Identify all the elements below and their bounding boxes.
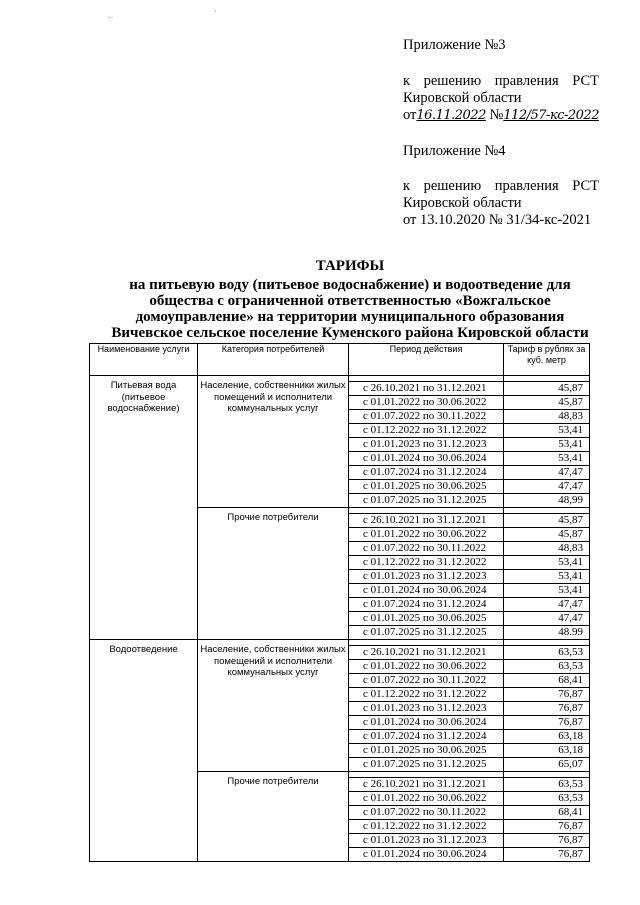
category-cell: Прочие потребители xyxy=(198,772,349,862)
period-cell: с 01.01.2025 по 30.06.2025 xyxy=(349,744,504,758)
category-cell: Население, собственники жилых помещений и исполнители коммунальных услуг xyxy=(198,640,349,772)
header-category: Категория потребителей xyxy=(198,344,349,376)
period-cell: с 01.07.2022 по 30.11.2022 xyxy=(349,806,504,820)
tariff-cell: 47,47 xyxy=(504,598,590,612)
tariff-cell: 45,87 xyxy=(504,396,590,410)
tariff-cell: 63,18 xyxy=(504,730,590,744)
tariff-cell: 63,53 xyxy=(504,792,590,806)
tariff-cell: 47,47 xyxy=(504,466,590,480)
period-cell: с 01.07.2024 по 31.12.2024 xyxy=(349,598,504,612)
appendix4-line2: Кировской области xyxy=(403,195,522,211)
period-cell: с 01.01.2025 по 30.06.2025 xyxy=(349,612,504,626)
tariff-table xyxy=(89,343,590,862)
tariff-cell: 48,83 xyxy=(504,410,590,424)
dot-mark: · xyxy=(214,6,217,16)
period-cell: с 01.01.2022 по 30.06.2022 xyxy=(349,660,504,674)
appendix4-line1: к решению правления РСТ xyxy=(403,178,599,194)
tariff-cell: 53,41 xyxy=(504,424,590,438)
tariff-cell: 53,41 xyxy=(504,452,590,466)
appendix3-line2: Кировской области xyxy=(403,90,522,106)
appendix3-date-line xyxy=(403,107,599,124)
header-period: Период действия xyxy=(349,344,504,376)
tariff-cell: 63,53 xyxy=(504,660,590,674)
appendix4-line3: от 13.10.2020 № 31/34-кс-2021 xyxy=(403,212,592,228)
tariff-cell: 48,83 xyxy=(504,542,590,556)
service-cell: Водоотведение xyxy=(90,640,198,862)
tariff-cell: 53,41 xyxy=(504,570,590,584)
period-cell: с 01.07.2022 по 30.11.2022 xyxy=(349,674,504,688)
period-cell: с 01.12.2022 по 31.12.2022 xyxy=(349,424,504,438)
tariff-cell: 53,41 xyxy=(504,438,590,452)
appendix3-prefix: от xyxy=(403,107,417,123)
header-tariff: Тариф в рублях за куб. метр xyxy=(504,344,590,376)
period-cell: с 01.07.2025 по 31.12.2025 xyxy=(349,494,504,508)
tariff-cell: 68,41 xyxy=(504,806,590,820)
title-line-3: домоуправление» на территории муниципального образования xyxy=(135,309,565,325)
period-cell: с 01.07.2024 по 31.12.2024 xyxy=(349,730,504,744)
tariff-cell: 76,87 xyxy=(504,848,590,862)
period-cell: с 01.07.2025 по 31.12.2025 xyxy=(349,758,504,772)
period-cell: с 01.01.2022 по 30.06.2022 xyxy=(349,792,504,806)
header-service: Наименование услуги xyxy=(90,344,198,376)
tariff-cell: 65,07 xyxy=(504,758,590,772)
period-cell: с 26.10.2021 по 31.12.2021 xyxy=(349,646,504,660)
tariff-cell: 45,87 xyxy=(504,514,590,528)
tariff-cell: 76,87 xyxy=(504,702,590,716)
service-cell: Питьевая вода (питьевое водоснабжение) xyxy=(90,376,198,640)
period-cell: с 01.01.2024 по 30.06.2024 xyxy=(349,452,504,466)
period-cell: с 01.01.2025 по 30.06.2025 xyxy=(349,480,504,494)
period-cell: с 01.12.2022 по 31.12.2022 xyxy=(349,556,504,570)
tariff-cell: 53,41 xyxy=(504,556,590,570)
tariff-cell: 63,53 xyxy=(504,778,590,792)
tariff-cell: 45,87 xyxy=(504,528,590,542)
document-heading: ТАРИФЫ xyxy=(315,258,385,274)
tariff-cell: 76,87 xyxy=(504,834,590,848)
appendix4-title: Приложение №4 xyxy=(403,143,506,159)
tariff-cell: 63,53 xyxy=(504,646,590,660)
tariff-cell: 48.99 xyxy=(504,626,590,640)
corner-mark: ⌐ xyxy=(108,12,114,22)
appendix3-title: Приложение №3 xyxy=(403,37,506,53)
title-line-1: на питьевую воду (питьевое водоснабжение) и водоотведение для xyxy=(129,277,571,293)
table-body xyxy=(90,376,590,862)
tariff-cell: 76,87 xyxy=(504,688,590,702)
tariff-cell: 47,47 xyxy=(504,480,590,494)
period-cell: с 26.10.2021 по 31.12.2021 xyxy=(349,514,504,528)
appendix3-number-sign: № xyxy=(489,107,504,123)
period-cell: с 01.01.2024 по 30.06.2024 xyxy=(349,716,504,730)
category-cell: Прочие потребители xyxy=(198,508,349,640)
handwritten-number: 112/57-кс-2022 xyxy=(503,108,599,123)
table-header-row xyxy=(90,344,590,376)
period-cell: с 01.07.2022 по 30.11.2022 xyxy=(349,542,504,556)
period-cell: с 01.01.2023 по 31.12.2023 xyxy=(349,834,504,848)
tariff-cell: 76,87 xyxy=(504,716,590,730)
period-cell: с 01.01.2023 по 31.12.2023 xyxy=(349,702,504,716)
period-cell: с 01.12.2022 по 31.12.2022 xyxy=(349,820,504,834)
period-cell: с 01.01.2024 по 30.06.2024 xyxy=(349,584,504,598)
period-cell: с 01.01.2024 по 30.06.2024 xyxy=(349,848,504,862)
appendix3-line1: к решению правления РСТ xyxy=(403,73,599,89)
period-cell: с 01.01.2023 по 31.12.2023 xyxy=(349,438,504,452)
tariff-cell: 76,87 xyxy=(504,820,590,834)
tariff-cell: 68,41 xyxy=(504,674,590,688)
tariff-cell: 63,18 xyxy=(504,744,590,758)
period-cell: с 26.10.2021 по 31.12.2021 xyxy=(349,382,504,396)
tariff-cell: 45,87 xyxy=(504,382,590,396)
period-cell: с 01.01.2022 по 30.06.2022 xyxy=(349,396,504,410)
tariff-cell: 53,41 xyxy=(504,584,590,598)
period-cell: с 01.07.2024 по 31.12.2024 xyxy=(349,466,504,480)
category-cell: Население, собственники жилых помещений и исполнители коммунальных услуг xyxy=(198,376,349,508)
title-line-2: общества с ограниченной ответственностью «Вожгальское xyxy=(149,293,551,309)
period-cell: с 26.10.2021 по 31.12.2021 xyxy=(349,778,504,792)
title-line-4: Вичевское сельское поселение Куменского района Кировской области xyxy=(111,325,589,341)
period-cell: с 01.07.2025 по 31.12.2025 xyxy=(349,626,504,640)
period-cell: с 01.07.2022 по 30.11.2022 xyxy=(349,410,504,424)
period-cell: с 01.12.2022 по 31.12.2022 xyxy=(349,688,504,702)
tariff-cell: 48,99 xyxy=(504,494,590,508)
period-cell: с 01.01.2022 по 30.06.2022 xyxy=(349,528,504,542)
tariff-cell: 47,47 xyxy=(504,612,590,626)
period-cell: с 01.01.2023 по 31.12.2023 xyxy=(349,570,504,584)
handwritten-date: 16.11.2022 xyxy=(416,108,486,123)
